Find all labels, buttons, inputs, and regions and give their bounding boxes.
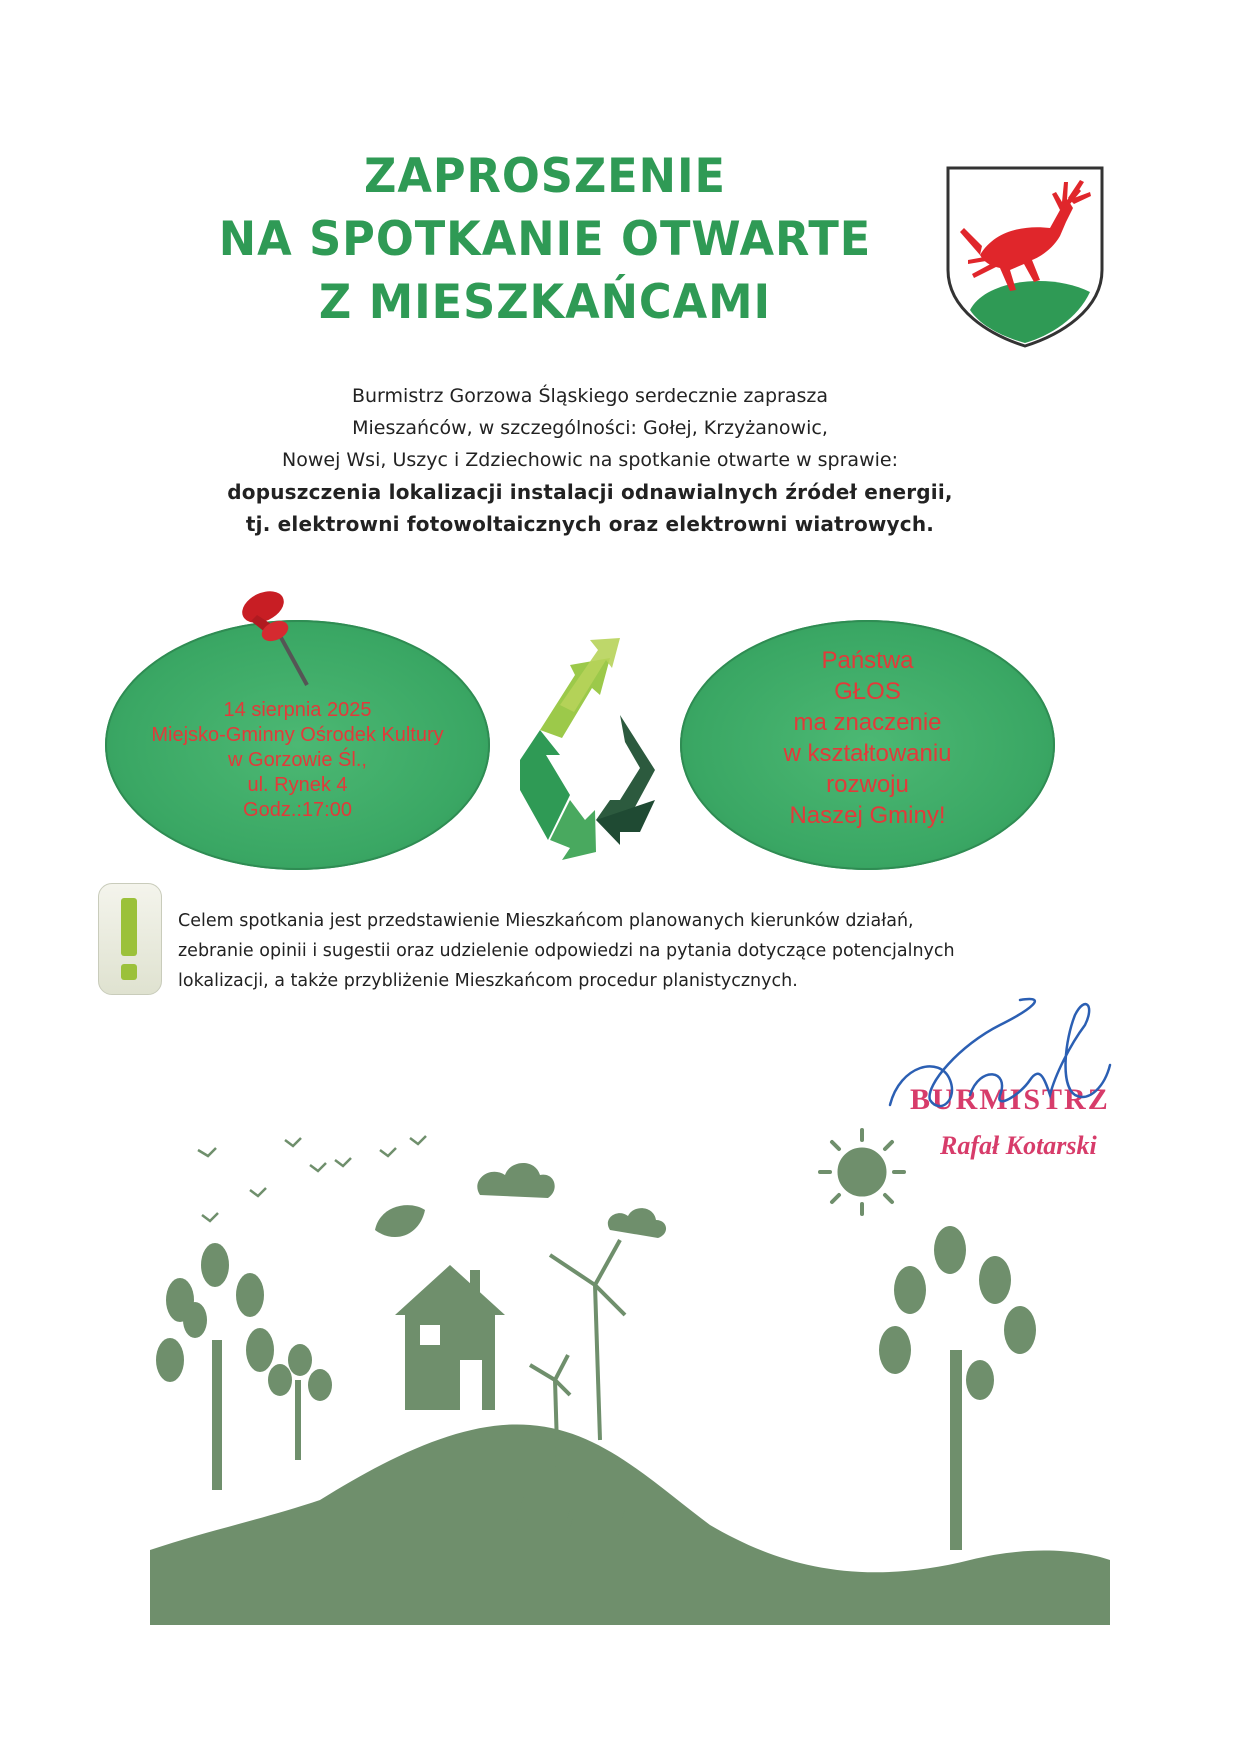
- exclamation-icon: [98, 883, 162, 995]
- voice-ellipse: [680, 620, 1055, 870]
- event-date: 14 sierpnia 2025: [223, 699, 372, 721]
- intro-line-2: Mieszańców, w szczególności: Gołej, Krzyżanowic,: [352, 417, 828, 439]
- page-title: [189, 145, 902, 334]
- note-line-2: zebranie opinii i sugestii oraz udzielenie odpowiedzi na pytania dotyczące potencjalnych: [178, 941, 955, 961]
- intro-line-3: Nowej Wsi, Uszyc i Zdziechowic na spotkanie otwarte w sprawie:: [282, 449, 898, 471]
- recycle-arrows-icon: [500, 620, 680, 870]
- event-city: w Gorzowie Śl.,: [228, 749, 367, 771]
- stamp-name: Rafał Kotarski: [940, 1131, 1097, 1160]
- event-street: ul. Rynek 4: [247, 774, 348, 796]
- exclamation-dot: [121, 964, 137, 980]
- title-line-3: Z MIESZKAŃCAMI: [318, 275, 772, 330]
- voice-text: [680, 645, 1055, 831]
- voice-line-6: Naszej Gminy!: [789, 802, 946, 829]
- voice-line-1: Państwa: [821, 647, 914, 674]
- voice-line-2: GŁOS: [834, 678, 901, 705]
- intro-bold-line-1: dopuszczenia lokalizacji instalacji odnawialnych źródeł energii,: [227, 480, 953, 504]
- note-line-3: lokalizacji, a także przybliżenie Mieszkańcom procedur planistycznych.: [178, 971, 798, 991]
- eco-landscape-illustration: [150, 1080, 1110, 1625]
- event-venue: Miejsko-Gminny Ośrodek Kultury: [151, 724, 444, 746]
- event-details: [105, 698, 490, 823]
- title-line-1: ZAPROSZENIE: [364, 149, 726, 204]
- voice-line-3: ma znaczenie: [793, 709, 942, 736]
- event-time: Godz.:17:00: [243, 799, 352, 821]
- voice-line-4: w kształtowaniu: [783, 740, 952, 767]
- note-text: [178, 906, 1118, 996]
- title-line-2: NA SPOTKANIE OTWARTE: [218, 212, 872, 267]
- intro-bold-line-2: tj. elektrowni fotowoltaicznych oraz elektrowni wiatrowych.: [245, 512, 935, 536]
- intro-line-1: Burmistrz Gorzowa Śląskiego serdecznie zaprasza: [351, 385, 828, 407]
- exclamation-bar: [121, 898, 137, 956]
- note-line-1: Celem spotkania jest przedstawienie Mieszkańcom planowanych kierunków działań,: [178, 911, 914, 931]
- stamp-title: BURMISTRZ: [910, 1083, 1110, 1116]
- crest-deer-icon: [940, 160, 1110, 350]
- push-pin-icon: [235, 585, 335, 695]
- voice-line-5: rozwoju: [826, 771, 909, 798]
- intro-text: [120, 380, 1060, 540]
